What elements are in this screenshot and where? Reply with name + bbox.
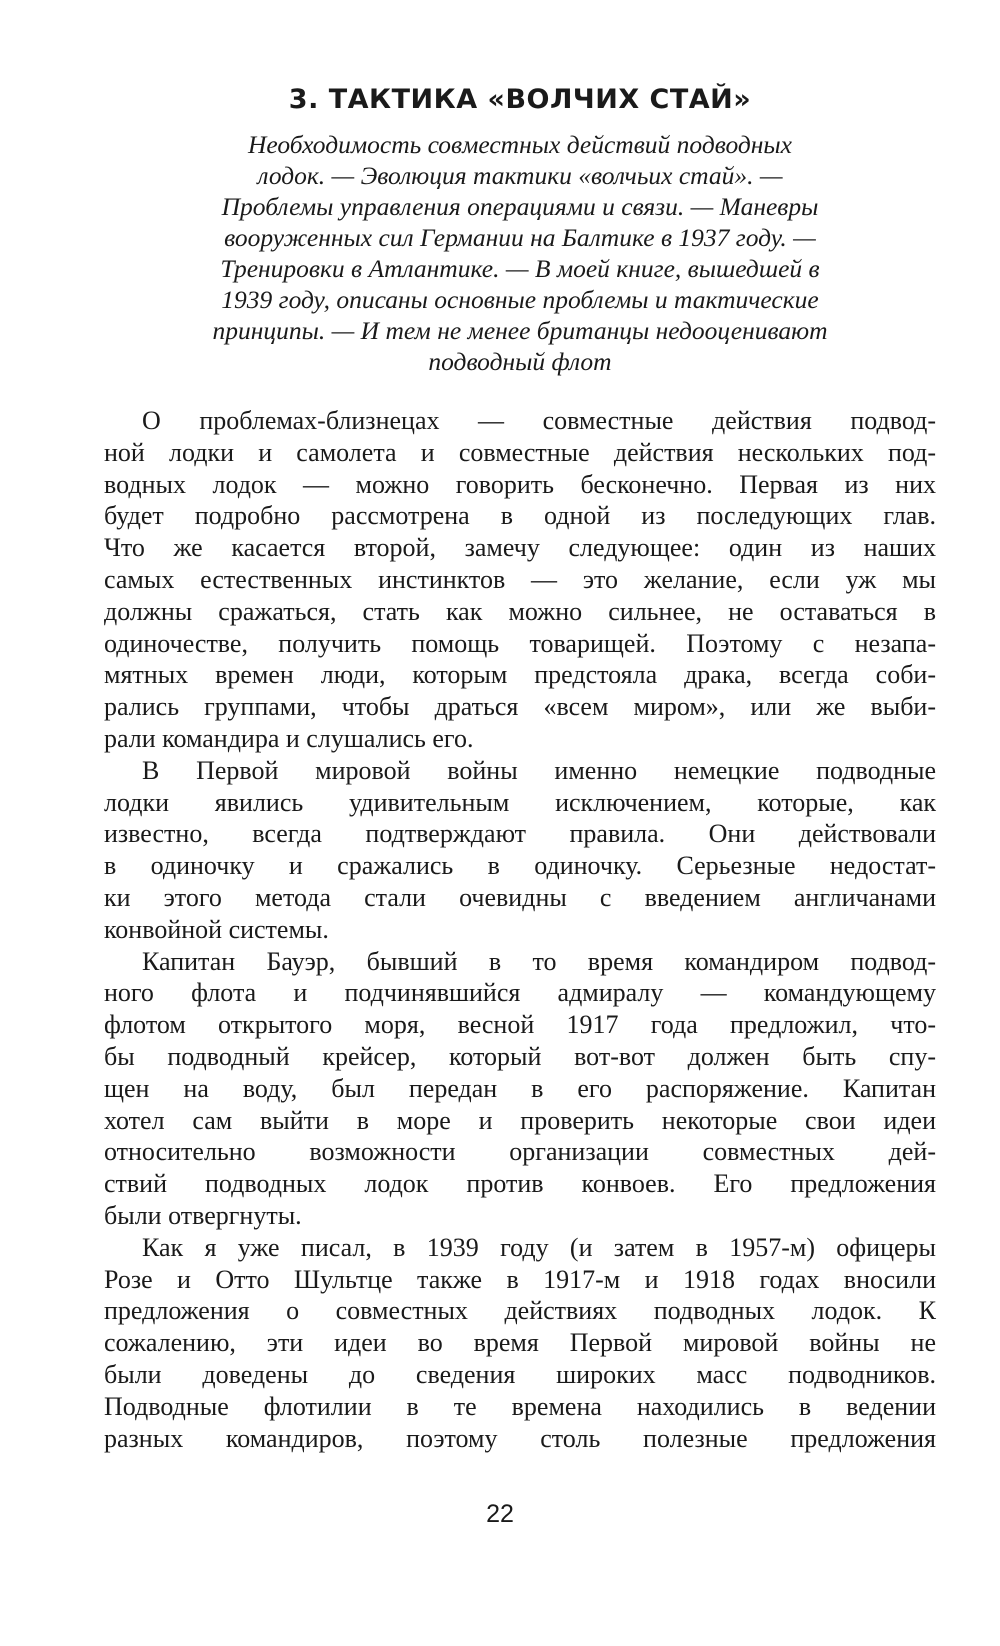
book-page <box>104 84 936 1454</box>
paragraph-line: рали командира и слушались его. <box>104 723 474 753</box>
paragraph <box>104 405 936 755</box>
paragraph-line: будет подробно рассмотрена в одной из последующих глав. <box>104 501 936 531</box>
paragraph-line: О проблемах-близнецах — совместные действия подвод- <box>142 406 936 435</box>
epigraph-line: Необходимость совместных действий подводных <box>247 130 793 159</box>
paragraph-line: сожалению, эти идеи во время Первой мировой войны не <box>104 1328 936 1358</box>
paragraph-line: Что же касается второй, замечу следующее: один из наших <box>104 533 936 563</box>
paragraph-line: флотом открытого моря, весной 1917 года предложил, что- <box>104 1010 936 1040</box>
paragraph-line: были отвергнуты. <box>104 1200 302 1230</box>
epigraph-line: лодок. — Эволюция тактики «волчьих стай». — <box>257 161 783 190</box>
paragraph-line: щен на воду, был передан в его распоряжение. Капитан <box>104 1073 936 1103</box>
body-text <box>104 405 936 1454</box>
chapter-title: 3. ТАКТИКА «ВОЛЧИХ СТАЙ» <box>288 84 752 115</box>
paragraph-line: лодки явились удивительным исключением, которые, как <box>104 787 936 817</box>
paragraph <box>104 1232 936 1455</box>
paragraph-line: рались группами, чтобы драться «всем миром», или же выби- <box>104 692 936 722</box>
paragraph-line: бы подводный крейсер, который вот-вот должен быть спу- <box>104 1041 936 1071</box>
paragraph-line: хотел сам выйти в море и проверить некоторые свои идеи <box>104 1105 936 1135</box>
epigraph-line: принципы. — И тем не менее британцы недооценивают <box>212 316 828 345</box>
paragraph-line: ствий подводных лодок против конвоев. Его предложения <box>104 1169 936 1199</box>
paragraph-line: ной лодки и самолета и совместные действия нескольких под- <box>104 437 936 467</box>
paragraph-line: ного флота и подчинявшийся адмиралу — командующему <box>104 978 936 1008</box>
paragraph-line: Розе и Отто Шультце также в 1917-м и 1918 годах вносили <box>104 1264 936 1294</box>
paragraph-line: одиночестве, получить помощь товарищей. Поэтому с незапа- <box>104 628 936 658</box>
paragraph-line: самых естественных инстинктов — это желание, если уж мы <box>104 564 936 594</box>
paragraph-line: в одиночку и сражались в одиночку. Серьезные недостат- <box>104 851 936 881</box>
paragraph <box>104 946 936 1232</box>
page-number: 22 <box>486 1500 514 1528</box>
paragraph-line: известно, всегда подтверждают правила. Они действовали <box>104 819 936 849</box>
paragraph-line: относительно возможности организации совместных дей- <box>104 1137 936 1167</box>
paragraph <box>104 755 936 946</box>
paragraph-line: предложения о совместных действиях подводных лодок. К <box>104 1296 936 1326</box>
chapter-epigraph <box>150 129 890 377</box>
paragraph-line: разных командиров, поэтому столь полезные предложения <box>104 1423 936 1453</box>
epigraph-line: вооруженных сил Германии на Балтике в 1937 году. — <box>224 223 816 252</box>
epigraph-line: Тренировки в Атлантике. — В моей книге, вышедшей в <box>220 254 820 283</box>
paragraph-line: водных лодок — можно говорить бесконечно. Первая из них <box>104 469 936 499</box>
paragraph-line: должны сражаться, стать как можно сильнее, не оставаться в <box>104 596 936 626</box>
paragraph-line: Подводные флотилии в те времена находились в ведении <box>104 1391 936 1421</box>
paragraph-line: конвойной системы. <box>104 914 329 944</box>
epigraph-line: 1939 году, описаны основные проблемы и тактические <box>221 285 819 314</box>
paragraph-line: ки этого метода стали очевидны с введением англичанами <box>104 882 936 912</box>
paragraph-line: Как я уже писал, в 1939 году (и затем в 1957-м) офицеры <box>142 1232 936 1262</box>
epigraph-line: подводный флот <box>428 347 612 376</box>
epigraph-line: Проблемы управления операциями и связи. — Маневры <box>221 192 819 221</box>
paragraph-line: В Первой мировой войны именно немецкие подводные <box>142 755 936 785</box>
paragraph-line: Капитан Бауэр, бывший в то время командиром подвод- <box>142 946 936 976</box>
paragraph-line: были доведены до сведения широких масс подводников. <box>104 1359 936 1389</box>
paragraph-line: мятных времен люди, которым предстояла драка, всегда соби- <box>104 660 936 690</box>
